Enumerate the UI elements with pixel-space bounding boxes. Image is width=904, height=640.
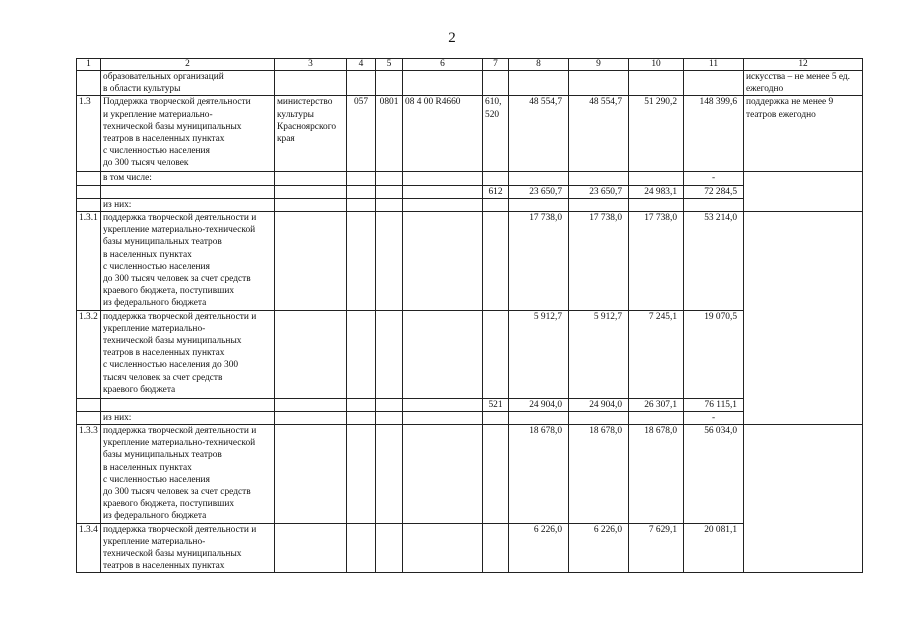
code-section: [376, 71, 403, 96]
amount-total: 56 034,0: [684, 425, 744, 524]
code-grbs: 057: [347, 96, 376, 172]
measure-name: поддержка творческой деятельности и укрепление материально- технической базы муниципальных театров в населенных пунктах с численностью населения до 300 тысяч человек за счет средств краевого бюджета: [101, 310, 275, 398]
code-expense-type: [483, 523, 509, 573]
code-target: [403, 172, 483, 185]
expected-result: [744, 523, 863, 573]
code-section: [376, 310, 403, 398]
amount-year2: [569, 71, 629, 96]
expected-result: поддержка не менее 9 театров ежегодно: [744, 96, 863, 172]
column-header: 1: [77, 59, 101, 71]
column-header: 12: [744, 59, 863, 71]
code-grbs: [347, 398, 376, 411]
table-row: [77, 425, 863, 524]
table-row: [77, 96, 863, 172]
measure-name: поддержка творческой деятельности и укрепление материально-технической базы муниципальных театров в населенных пунктах с численностью населения до 300 тысяч человек за счет средств краевого бюджета, поступивших из федерального бюджета: [101, 425, 275, 524]
measure-name: поддержка творческой деятельности и укрепление материально-технической базы муниципальных театров в населенных пунктах с численностью населения до 300 тысяч человек за счет средств краевого бюджета, поступивших из федерального бюджета: [101, 212, 275, 311]
table-row: [77, 310, 863, 398]
amount-year3: 24 983,1: [629, 185, 684, 198]
row-number: [77, 411, 101, 424]
executor: [275, 411, 347, 424]
amount-total: 76 115,1: [684, 398, 744, 411]
amount-year1: 18 678,0: [509, 425, 569, 524]
code-section: 0801: [376, 96, 403, 172]
row-number: 1.3.2: [77, 310, 101, 398]
row-number: [77, 398, 101, 411]
code-target: [403, 398, 483, 411]
amount-total: 19 070,5: [684, 310, 744, 398]
table-row: [77, 398, 863, 411]
code-expense-type: [483, 172, 509, 185]
executor: [275, 71, 347, 96]
amount-year3: [629, 172, 684, 185]
expected-result: [744, 185, 863, 198]
amount-year1: [509, 71, 569, 96]
table-row: [77, 172, 863, 185]
code-grbs: [347, 172, 376, 185]
code-target: [403, 212, 483, 311]
executor: министерство культуры Красноярского края: [275, 96, 347, 172]
code-target: [403, 185, 483, 198]
code-section: [376, 398, 403, 411]
amount-year1: 24 904,0: [509, 398, 569, 411]
amount-total: 20 081,1: [684, 523, 744, 573]
code-grbs: [347, 523, 376, 573]
code-target: [403, 310, 483, 398]
row-number: 1.3.4: [77, 523, 101, 573]
amount-total: -: [684, 172, 744, 185]
table-row: [77, 185, 863, 198]
row-number: 1.3.1: [77, 212, 101, 311]
amount-year2: 6 226,0: [569, 523, 629, 573]
table-row: [77, 198, 863, 211]
amount-total: [684, 198, 744, 211]
amount-total: 148 399,6: [684, 96, 744, 172]
code-grbs: [347, 425, 376, 524]
amount-year1: 6 226,0: [509, 523, 569, 573]
code-target: [403, 411, 483, 424]
code-expense-type: [483, 198, 509, 211]
executor: [275, 185, 347, 198]
code-expense-type: 521: [483, 398, 509, 411]
expected-result: [744, 172, 863, 185]
executor: [275, 425, 347, 524]
column-header: 3: [275, 59, 347, 71]
amount-year3: 18 678,0: [629, 425, 684, 524]
table-header-row: [77, 59, 863, 71]
code-section: [376, 523, 403, 573]
expected-result: [744, 212, 863, 311]
code-expense-type: [483, 71, 509, 96]
code-target: 08 4 00 R4660: [403, 96, 483, 172]
table-row: [77, 212, 863, 311]
amount-year3: [629, 198, 684, 211]
amount-total: [684, 71, 744, 96]
code-section: [376, 212, 403, 311]
amount-year2: 24 904,0: [569, 398, 629, 411]
code-target: [403, 71, 483, 96]
executor: [275, 398, 347, 411]
table-row: [77, 411, 863, 424]
amount-total: 72 284,5: [684, 185, 744, 198]
budget-table: [76, 58, 863, 573]
measure-name: [101, 398, 275, 411]
amount-year2: 48 554,7: [569, 96, 629, 172]
amount-year3: 51 290,2: [629, 96, 684, 172]
column-header: 10: [629, 59, 684, 71]
amount-year2: 17 738,0: [569, 212, 629, 311]
row-number: [77, 198, 101, 211]
expected-result: [744, 398, 863, 411]
measure-name: образовательных организаций в области культуры: [101, 71, 275, 96]
amount-total: 53 214,0: [684, 212, 744, 311]
amount-year3: 26 307,1: [629, 398, 684, 411]
amount-year3: [629, 411, 684, 424]
column-header: 4: [347, 59, 376, 71]
column-header: 5: [376, 59, 403, 71]
amount-year2: 18 678,0: [569, 425, 629, 524]
code-grbs: [347, 310, 376, 398]
code-section: [376, 411, 403, 424]
row-number: 1.3: [77, 96, 101, 172]
column-header: 9: [569, 59, 629, 71]
column-header: 6: [403, 59, 483, 71]
measure-name: Поддержка творческой деятельности и укрепление материально- технической базы муниципальных театров в населенных пунктах с численностью населения до 300 тысяч человек: [101, 96, 275, 172]
amount-year1: 17 738,0: [509, 212, 569, 311]
code-section: [376, 185, 403, 198]
amount-year2: [569, 172, 629, 185]
expected-result: [744, 411, 863, 424]
executor: [275, 212, 347, 311]
amount-year1: 48 554,7: [509, 96, 569, 172]
amount-total: -: [684, 411, 744, 424]
code-target: [403, 425, 483, 524]
code-expense-type: 612: [483, 185, 509, 198]
code-target: [403, 198, 483, 211]
amount-year1: 23 650,7: [509, 185, 569, 198]
code-section: [376, 172, 403, 185]
code-expense-type: [483, 425, 509, 524]
expected-result: искусства – не менее 5 ед. ежегодно: [744, 71, 863, 96]
amount-year3: 7 245,1: [629, 310, 684, 398]
executor: [275, 523, 347, 573]
code-grbs: [347, 198, 376, 211]
amount-year1: [509, 172, 569, 185]
row-number: 1.3.3: [77, 425, 101, 524]
code-expense-type: [483, 310, 509, 398]
amount-year2: [569, 198, 629, 211]
measure-name: [101, 185, 275, 198]
executor: [275, 310, 347, 398]
amount-year2: 23 650,7: [569, 185, 629, 198]
amount-year3: 7 629,1: [629, 523, 684, 573]
amount-year2: [569, 411, 629, 424]
column-header: 11: [684, 59, 744, 71]
column-header: 7: [483, 59, 509, 71]
amount-year3: 17 738,0: [629, 212, 684, 311]
code-expense-type: [483, 212, 509, 311]
code-grbs: [347, 71, 376, 96]
measure-name: из них:: [101, 411, 275, 424]
expected-result: [744, 310, 863, 398]
row-number: [77, 172, 101, 185]
code-section: [376, 198, 403, 211]
code-target: [403, 523, 483, 573]
executor: [275, 198, 347, 211]
code-expense-type: [483, 411, 509, 424]
code-expense-type: 610, 520: [483, 96, 509, 172]
measure-name: в том числе:: [101, 172, 275, 185]
code-grbs: [347, 212, 376, 311]
amount-year2: 5 912,7: [569, 310, 629, 398]
measure-name: из них:: [101, 198, 275, 211]
amount-year1: 5 912,7: [509, 310, 569, 398]
column-header: 8: [509, 59, 569, 71]
measure-name: поддержка творческой деятельности и укрепление материально- технической базы муниципальных театров в населенных пунктах: [101, 523, 275, 573]
amount-year1: [509, 411, 569, 424]
amount-year1: [509, 198, 569, 211]
page-number: 2: [448, 30, 456, 46]
table-row: [77, 71, 863, 96]
executor: [275, 172, 347, 185]
row-number: [77, 71, 101, 96]
code-grbs: [347, 411, 376, 424]
code-grbs: [347, 185, 376, 198]
row-number: [77, 185, 101, 198]
expected-result: [744, 198, 863, 211]
column-header: 2: [101, 59, 275, 71]
code-section: [376, 425, 403, 524]
amount-year3: [629, 71, 684, 96]
expected-result: [744, 425, 863, 524]
table-row: [77, 523, 863, 573]
